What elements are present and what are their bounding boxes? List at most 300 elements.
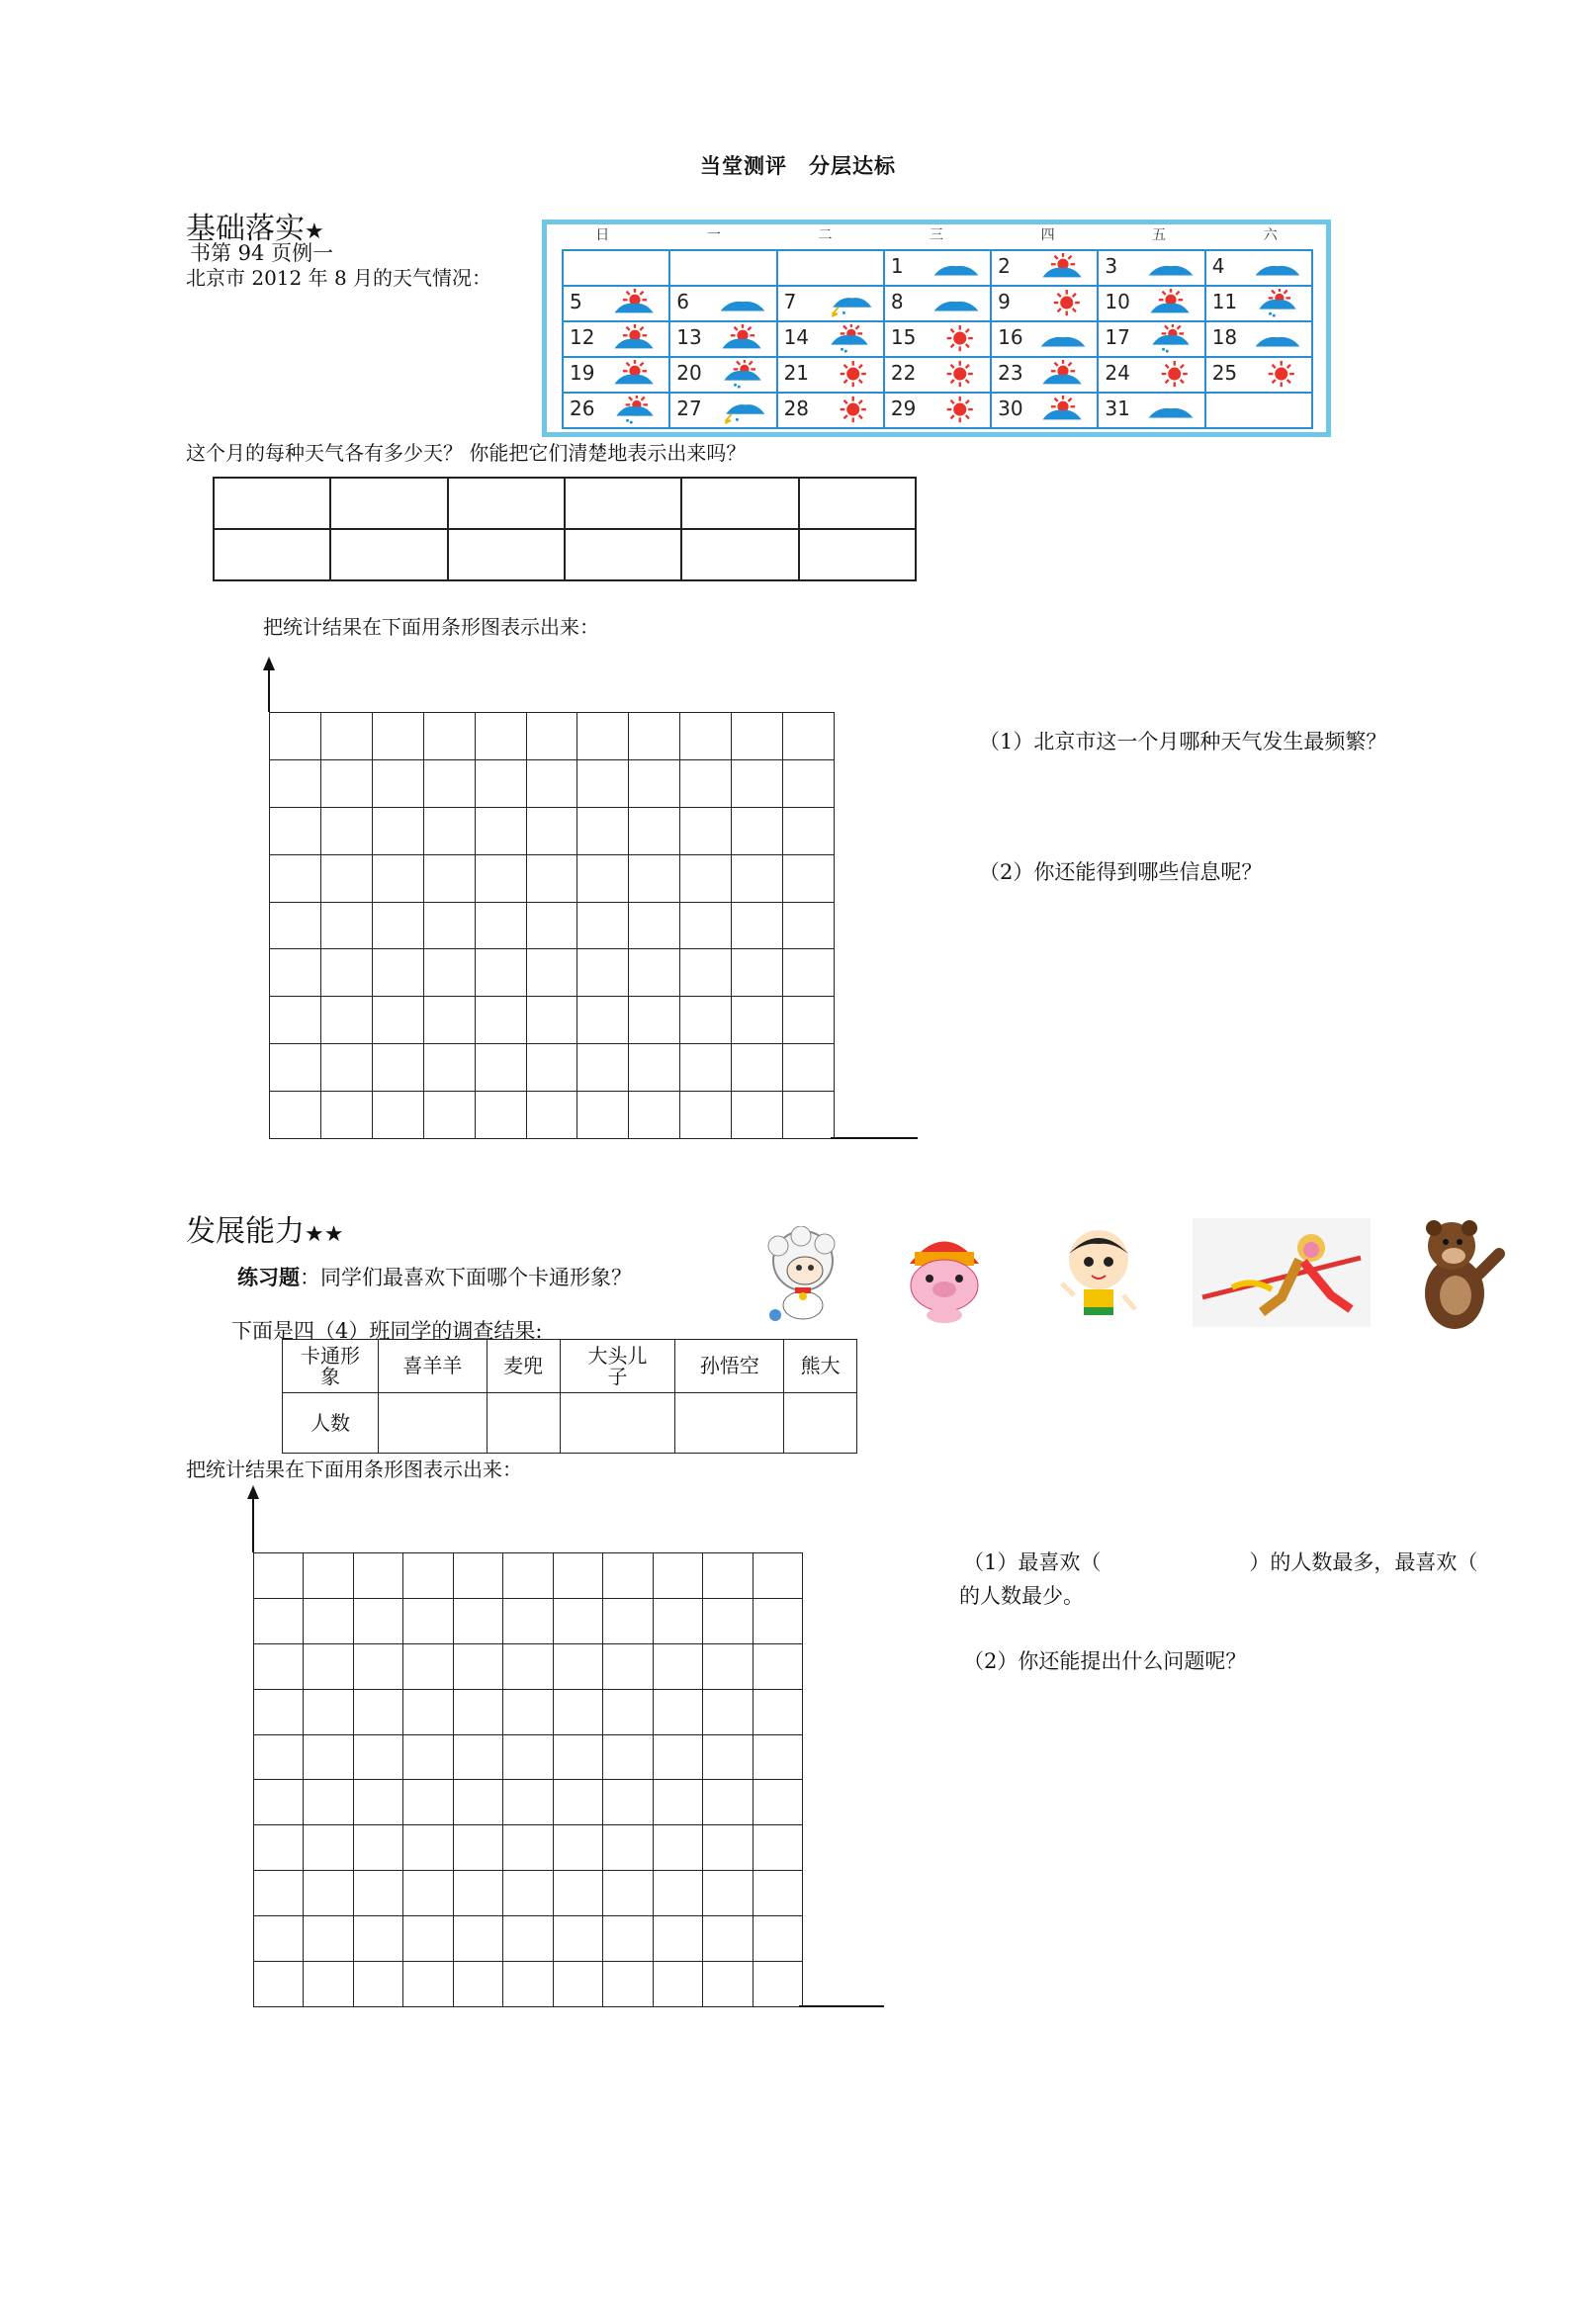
grid-cell[interactable] <box>475 1092 526 1139</box>
calendar-day <box>564 394 670 429</box>
grid-cell[interactable] <box>526 949 577 997</box>
grid-cell[interactable] <box>603 1825 653 1871</box>
grid-cell[interactable] <box>475 949 526 997</box>
grid-cell[interactable] <box>783 807 835 854</box>
grid-cell[interactable] <box>353 1734 402 1780</box>
table-cell[interactable] <box>799 478 916 529</box>
weekday-label: 四 <box>1040 227 1055 243</box>
grid-cell[interactable] <box>403 1916 453 1962</box>
grid-cell[interactable] <box>526 902 577 949</box>
grid-cell[interactable] <box>503 1825 553 1871</box>
table-cell[interactable] <box>214 478 330 529</box>
grid-cell[interactable] <box>603 1780 653 1825</box>
grid-cell[interactable] <box>270 1092 321 1139</box>
grid-cell[interactable] <box>603 1553 653 1599</box>
grid-cell[interactable] <box>403 1734 453 1780</box>
question-1: （1）北京市这一个月哪种天气发生最频繁？ <box>979 730 1387 753</box>
character-name-cell <box>487 1340 560 1393</box>
grid-cell[interactable] <box>783 854 835 902</box>
cloudy-icon <box>929 289 984 318</box>
grid-cell[interactable] <box>372 949 423 997</box>
calendar-day <box>564 322 670 358</box>
sunny-icon <box>1143 360 1198 390</box>
section2-heading-text: 发展能力 <box>186 1214 305 1249</box>
grid-cell[interactable] <box>526 1044 577 1092</box>
grid-cell[interactable] <box>320 1044 372 1092</box>
grid-cell[interactable] <box>703 1734 753 1780</box>
grid-cell[interactable] <box>603 1916 653 1962</box>
grid-cell[interactable] <box>372 807 423 854</box>
grid-cell[interactable] <box>403 1643 453 1689</box>
grid-cell[interactable] <box>732 902 783 949</box>
grid-cell[interactable] <box>577 854 629 902</box>
grid-cell[interactable] <box>703 1825 753 1871</box>
grid-cell[interactable] <box>503 1871 553 1916</box>
grid-cell[interactable] <box>629 807 680 854</box>
grid-cell[interactable] <box>680 949 732 997</box>
sun-cloud-icon <box>1035 253 1091 283</box>
grid-cell[interactable] <box>680 807 732 854</box>
day-number: 30 <box>998 397 1023 420</box>
day-number: 17 <box>1105 325 1130 349</box>
table-cell[interactable] <box>681 478 798 529</box>
weekday-label: 五 <box>1152 227 1167 243</box>
grid-cell[interactable] <box>732 807 783 854</box>
table-cell[interactable] <box>448 529 565 580</box>
grid-cell[interactable] <box>270 807 321 854</box>
grid-cell[interactable] <box>577 807 629 854</box>
grid-cell[interactable] <box>304 1825 353 1871</box>
grid-cell[interactable] <box>553 1643 602 1689</box>
grid-cell[interactable] <box>703 1643 753 1689</box>
grid-cell[interactable] <box>653 1780 702 1825</box>
grid-cell[interactable] <box>304 1780 353 1825</box>
count-cell[interactable] <box>675 1393 784 1454</box>
character-name: 大头儿子 <box>587 1343 648 1388</box>
grid-cell[interactable] <box>423 759 475 807</box>
x-axis <box>799 2005 884 2007</box>
day-number: 2 <box>998 254 1011 278</box>
sun-rain-icon <box>1143 324 1198 354</box>
grid-cell[interactable] <box>475 759 526 807</box>
day-number: 5 <box>570 290 582 313</box>
grid-cell[interactable] <box>320 807 372 854</box>
grid-cell[interactable] <box>526 807 577 854</box>
grid-cell[interactable] <box>304 1553 353 1599</box>
grid-cell[interactable] <box>304 1689 353 1734</box>
sunny-icon <box>929 324 984 354</box>
q1-part-b: ）的人数最多，最喜欢（ <box>1249 1550 1478 1574</box>
grid-cell[interactable] <box>254 1825 304 1871</box>
grid-cell[interactable] <box>270 759 321 807</box>
grid-cell[interactable] <box>653 1598 702 1643</box>
survey-intro: 下面是四（4）班同学的调查结果: <box>231 1319 543 1343</box>
calendar-day <box>885 287 992 322</box>
grid-cell[interactable] <box>629 1092 680 1139</box>
grid-cell[interactable] <box>603 1734 653 1780</box>
grid-cell[interactable] <box>732 713 783 760</box>
grid-cell[interactable] <box>254 1780 304 1825</box>
calendar-day <box>670 251 777 287</box>
grid-cell[interactable] <box>603 1643 653 1689</box>
grid-cell[interactable] <box>353 1871 402 1916</box>
grid-cell[interactable] <box>304 1734 353 1780</box>
grid-cell[interactable] <box>753 1871 802 1916</box>
grid-cell[interactable] <box>753 1553 802 1599</box>
header-label-text: 卡通形象 <box>301 1343 360 1388</box>
grid-cell[interactable] <box>503 1916 553 1962</box>
day-number: 31 <box>1105 397 1130 420</box>
day-number: 7 <box>783 290 797 313</box>
grid-cell[interactable] <box>423 1092 475 1139</box>
table-cell[interactable] <box>330 529 447 580</box>
sunny-icon <box>1250 360 1305 390</box>
grid-cell[interactable] <box>553 1916 602 1962</box>
table-cell[interactable] <box>681 529 798 580</box>
grid-cell[interactable] <box>753 1598 802 1643</box>
grid-cell[interactable] <box>503 1962 553 2007</box>
calendar-day <box>670 287 777 322</box>
grid-cell[interactable] <box>680 997 732 1044</box>
sun-cloud-icon <box>715 324 770 354</box>
count-cell[interactable] <box>379 1393 488 1454</box>
sun-rain-icon <box>607 396 663 425</box>
grid-cell[interactable] <box>553 1553 602 1599</box>
grid-cell[interactable] <box>732 854 783 902</box>
header-label-cell <box>283 1340 379 1393</box>
table-cell[interactable] <box>214 529 330 580</box>
grid-cell[interactable] <box>475 854 526 902</box>
grid-cell[interactable] <box>304 1962 353 2007</box>
calendar-day <box>778 322 885 358</box>
grid-cell[interactable] <box>403 1553 453 1599</box>
table-cell[interactable] <box>565 529 681 580</box>
grid-cell[interactable] <box>475 807 526 854</box>
grid-cell[interactable] <box>270 997 321 1044</box>
grid-cell[interactable] <box>254 1916 304 1962</box>
weather-count-table <box>213 477 917 581</box>
grid-cell[interactable] <box>254 1643 304 1689</box>
grid-cell[interactable] <box>653 1553 702 1599</box>
grid-cell[interactable] <box>603 1962 653 2007</box>
grid-cell[interactable] <box>783 997 835 1044</box>
grid-cell[interactable] <box>353 1825 402 1871</box>
grid-cell[interactable] <box>353 1689 402 1734</box>
grid-cell[interactable] <box>270 949 321 997</box>
y-axis <box>268 668 270 712</box>
grid-cell[interactable] <box>475 713 526 760</box>
grid-cell[interactable] <box>353 1643 402 1689</box>
grid-cell[interactable] <box>372 902 423 949</box>
grid-cell[interactable] <box>629 949 680 997</box>
grid-cell[interactable] <box>753 1962 802 2007</box>
table-cell[interactable] <box>799 529 916 580</box>
grid-cell[interactable] <box>423 713 475 760</box>
calendar-day <box>992 287 1099 322</box>
grid-cell[interactable] <box>753 1734 802 1780</box>
table-cell[interactable] <box>565 478 681 529</box>
grid-cell[interactable] <box>577 1092 629 1139</box>
grid-cell[interactable] <box>526 1092 577 1139</box>
grid-cell[interactable] <box>732 1044 783 1092</box>
grid-cell[interactable] <box>254 1734 304 1780</box>
character-name: 孙悟空 <box>699 1354 759 1378</box>
grid-cell[interactable] <box>320 949 372 997</box>
grid-cell[interactable] <box>453 1553 502 1599</box>
grid-cell[interactable] <box>526 854 577 902</box>
grid-cell[interactable] <box>254 1553 304 1599</box>
q1-part-a: （1）最喜欢（ <box>963 1550 1102 1574</box>
cloudy-icon <box>1250 324 1305 354</box>
grid-cell[interactable] <box>423 949 475 997</box>
question-2b: （2）你还能提出什么问题呢？ <box>963 1649 1247 1673</box>
grid-cell[interactable] <box>577 902 629 949</box>
grid-cell[interactable] <box>403 1871 453 1916</box>
grid-cell[interactable] <box>503 1734 553 1780</box>
table-cell[interactable] <box>330 478 447 529</box>
grid-cell[interactable] <box>453 1916 502 1962</box>
sun-rain-icon <box>715 360 770 390</box>
calendar-day <box>992 394 1099 429</box>
grid-cell[interactable] <box>320 997 372 1044</box>
bear-briar-image <box>1410 1214 1509 1333</box>
grid-cell[interactable] <box>372 997 423 1044</box>
question-2: （2）你还能得到哪些信息呢？ <box>979 860 1263 884</box>
weekday-label: 六 <box>1263 227 1278 243</box>
sun-cloud-icon <box>1143 289 1198 318</box>
grid-cell[interactable] <box>732 1092 783 1139</box>
grid-cell[interactable] <box>703 1916 753 1962</box>
bar-chart-grid-2[interactable] <box>253 1552 803 2007</box>
grid-cell[interactable] <box>553 1734 602 1780</box>
calendar-day <box>885 251 992 287</box>
calendar-day <box>564 358 670 394</box>
grid-cell[interactable] <box>254 1962 304 2007</box>
sunny-icon <box>929 360 984 390</box>
grid-cell[interactable] <box>423 902 475 949</box>
grid-cell[interactable] <box>753 1916 802 1962</box>
grid-cell[interactable] <box>732 759 783 807</box>
grid-cell[interactable] <box>304 1643 353 1689</box>
grid-cell[interactable] <box>503 1553 553 1599</box>
grid-cell[interactable] <box>254 1871 304 1916</box>
grid-cell[interactable] <box>320 759 372 807</box>
day-number: 23 <box>998 361 1023 385</box>
grid-cell[interactable] <box>403 1825 453 1871</box>
grid-cell[interactable] <box>603 1689 653 1734</box>
bar-chart-grid-1[interactable] <box>269 712 835 1139</box>
weekday-label: 二 <box>818 227 833 243</box>
grid-cell[interactable] <box>453 1780 502 1825</box>
pleasant-goat-image <box>754 1226 862 1325</box>
grid-cell[interactable] <box>475 997 526 1044</box>
sun-cloud-icon <box>607 360 663 390</box>
grid-cell[interactable] <box>353 1553 402 1599</box>
grid-cell[interactable] <box>753 1643 802 1689</box>
grid-cell[interactable] <box>653 1962 702 2007</box>
grid-cell[interactable] <box>629 854 680 902</box>
grid-cell[interactable] <box>680 902 732 949</box>
cloudy-icon <box>715 289 770 318</box>
grid-cell[interactable] <box>423 807 475 854</box>
grid-cell[interactable] <box>653 1734 702 1780</box>
grid-cell[interactable] <box>753 1825 802 1871</box>
grid-cell[interactable] <box>475 902 526 949</box>
grid-cell[interactable] <box>553 1825 602 1871</box>
grid-cell[interactable] <box>372 854 423 902</box>
grid-cell[interactable] <box>553 1780 602 1825</box>
grid-cell[interactable] <box>403 1598 453 1643</box>
grid-cell[interactable] <box>629 902 680 949</box>
grid-cell[interactable] <box>423 854 475 902</box>
count-cell[interactable] <box>487 1393 560 1454</box>
grid-cell[interactable] <box>553 1598 602 1643</box>
grid-cell[interactable] <box>783 1092 835 1139</box>
calendar-day <box>885 358 992 394</box>
grid-cell[interactable] <box>629 997 680 1044</box>
table-cell[interactable] <box>448 478 565 529</box>
calendar-day <box>778 287 885 322</box>
grid-cell[interactable] <box>353 1962 402 2007</box>
grid-cell[interactable] <box>526 759 577 807</box>
day-number: 4 <box>1211 254 1225 278</box>
calendar-day <box>1206 322 1313 358</box>
grid-cell[interactable] <box>320 1092 372 1139</box>
grid-cell[interactable] <box>680 854 732 902</box>
grid-cell[interactable] <box>783 759 835 807</box>
grid-cell[interactable] <box>603 1871 653 1916</box>
calendar-day <box>992 322 1099 358</box>
grid-cell[interactable] <box>254 1689 304 1734</box>
grid-cell[interactable] <box>453 1962 502 2007</box>
grid-cell[interactable] <box>753 1780 802 1825</box>
question-1-line2: 的人数最少。 <box>959 1584 1084 1608</box>
grid-cell[interactable] <box>503 1780 553 1825</box>
calendar-day <box>1099 287 1205 322</box>
grid-cell[interactable] <box>703 1598 753 1643</box>
grid-cell[interactable] <box>526 713 577 760</box>
grid-cell[interactable] <box>270 713 321 760</box>
grid-cell[interactable] <box>753 1689 802 1734</box>
grid-cell[interactable] <box>783 713 835 760</box>
grid-cell[interactable] <box>629 759 680 807</box>
grid-cell[interactable] <box>304 1598 353 1643</box>
grid-cell[interactable] <box>423 1044 475 1092</box>
grid-cell[interactable] <box>629 713 680 760</box>
grid-cell[interactable] <box>680 713 732 760</box>
calendar-day <box>992 358 1099 394</box>
grid-cell[interactable] <box>372 759 423 807</box>
grid-cell[interactable] <box>653 1916 702 1962</box>
calendar-day <box>778 394 885 429</box>
grid-cell[interactable] <box>703 1553 753 1599</box>
day-number: 18 <box>1211 325 1238 349</box>
grid-cell[interactable] <box>372 713 423 760</box>
grid-cell[interactable] <box>353 1916 402 1962</box>
sun-cloud-icon <box>1035 396 1091 425</box>
day-number: 19 <box>570 361 595 385</box>
day-number: 28 <box>783 397 810 420</box>
grid-cell[interactable] <box>553 1689 602 1734</box>
grid-cell[interactable] <box>783 949 835 997</box>
grid-cell[interactable] <box>680 1092 732 1139</box>
day-number: 21 <box>783 361 810 385</box>
grid-cell[interactable] <box>783 1044 835 1092</box>
grid-cell[interactable] <box>553 1962 602 2007</box>
grid-cell[interactable] <box>703 1962 753 2007</box>
grid-cell[interactable] <box>577 949 629 997</box>
grid-cell[interactable] <box>703 1689 753 1734</box>
grid-cell[interactable] <box>703 1780 753 1825</box>
grid-cell[interactable] <box>783 902 835 949</box>
grid-cell[interactable] <box>526 997 577 1044</box>
count-cell[interactable] <box>560 1393 675 1454</box>
day-number: 29 <box>890 397 917 420</box>
grid-cell[interactable] <box>475 1044 526 1092</box>
grid-cell[interactable] <box>577 1044 629 1092</box>
grid-cell[interactable] <box>680 759 732 807</box>
grid-cell[interactable] <box>453 1825 502 1871</box>
calendar-day <box>992 251 1099 287</box>
grid-cell[interactable] <box>320 854 372 902</box>
grid-cell[interactable] <box>453 1598 502 1643</box>
grid-cell[interactable] <box>453 1643 502 1689</box>
grid-cell[interactable] <box>453 1871 502 1916</box>
grid-cell[interactable] <box>254 1598 304 1643</box>
grid-cell[interactable] <box>423 997 475 1044</box>
grid-cell[interactable] <box>553 1871 602 1916</box>
grid-cell[interactable] <box>403 1780 453 1825</box>
grid-cell[interactable] <box>503 1643 553 1689</box>
grid-cell[interactable] <box>270 902 321 949</box>
grid-cell[interactable] <box>304 1916 353 1962</box>
grid-cell[interactable] <box>653 1871 702 1916</box>
grid-cell[interactable] <box>732 949 783 997</box>
grid-cell[interactable] <box>270 1044 321 1092</box>
grid-cell[interactable] <box>703 1871 753 1916</box>
grid-cell[interactable] <box>353 1780 402 1825</box>
day-number: 10 <box>1105 290 1130 313</box>
sunny-icon <box>929 396 984 425</box>
grid-cell[interactable] <box>320 902 372 949</box>
grid-cell[interactable] <box>577 759 629 807</box>
grid-cell[interactable] <box>372 1092 423 1139</box>
grid-cell[interactable] <box>453 1734 502 1780</box>
grid-cell[interactable] <box>732 997 783 1044</box>
grid-cell[interactable] <box>653 1825 702 1871</box>
grid-cell[interactable] <box>270 854 321 902</box>
grid-cell[interactable] <box>503 1689 553 1734</box>
grid-cell[interactable] <box>453 1689 502 1734</box>
grid-cell[interactable] <box>653 1643 702 1689</box>
chart1-prompt: 把统计结果在下面用条形图表示出来： <box>263 615 599 639</box>
calendar-day <box>1099 394 1205 429</box>
grid-cell[interactable] <box>403 1962 453 2007</box>
grid-cell[interactable] <box>577 997 629 1044</box>
grid-cell[interactable] <box>653 1689 702 1734</box>
grid-cell[interactable] <box>577 713 629 760</box>
grid-cell[interactable] <box>629 1044 680 1092</box>
grid-cell[interactable] <box>680 1044 732 1092</box>
count-cell[interactable] <box>784 1393 857 1454</box>
grid-cell[interactable] <box>603 1598 653 1643</box>
grid-cell[interactable] <box>304 1871 353 1916</box>
grid-cell[interactable] <box>403 1689 453 1734</box>
grid-cell[interactable] <box>353 1598 402 1643</box>
grid-cell[interactable] <box>372 1044 423 1092</box>
grid-cell[interactable] <box>320 713 372 760</box>
grid-cell[interactable] <box>503 1598 553 1643</box>
